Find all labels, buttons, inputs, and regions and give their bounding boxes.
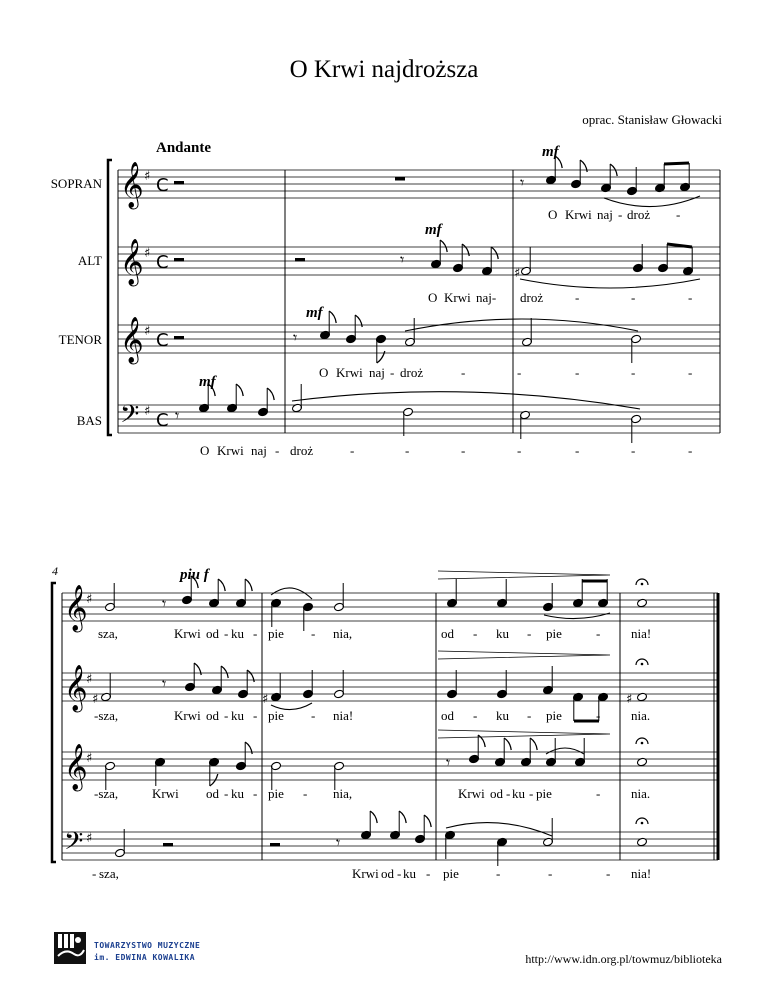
eighth-rest-icon: 𝄾 xyxy=(336,833,341,852)
common-time-icon: C xyxy=(156,175,169,196)
lyric-syllable: - xyxy=(390,365,395,380)
note-flag xyxy=(555,156,562,168)
lyric-syllable: nia! xyxy=(631,866,652,881)
lyric-syllable: od xyxy=(490,786,503,801)
sharp-key-icon: ♯ xyxy=(144,404,151,419)
lyric-syllable: pie xyxy=(443,866,459,881)
decrescendo-hairpin xyxy=(438,571,610,579)
lyric-syllable: -sza, xyxy=(94,786,119,801)
lyric-syllable: - xyxy=(496,866,501,881)
publisher-name: TOWARZYSTWO MUZYCZNE xyxy=(94,941,201,950)
clefs xyxy=(64,162,632,862)
eighth-rest-icon: 𝄾 xyxy=(400,250,405,269)
lyric-syllable: - xyxy=(224,626,229,641)
note-flag xyxy=(530,738,537,750)
lyric-syllable: Krwi xyxy=(352,866,379,881)
half-rest xyxy=(174,181,184,185)
lyric-syllable: - xyxy=(606,866,611,881)
half-rest xyxy=(174,258,184,262)
dynamic-tenor: mf xyxy=(306,305,323,321)
lyric-syllable: - xyxy=(529,786,534,801)
decrescendo-hairpin xyxy=(438,651,610,659)
lyric-syllable: - xyxy=(575,290,580,305)
lyric-syllable: ku xyxy=(231,626,244,641)
lyric-syllable: - xyxy=(676,207,681,222)
lyric-syllable: - xyxy=(631,290,636,305)
lyric-syllable: ku xyxy=(403,866,416,881)
lyric-syllable: O xyxy=(319,365,329,380)
lyric-syllable: od xyxy=(206,786,219,801)
system-bracket xyxy=(108,160,112,435)
slur xyxy=(520,279,700,288)
treble-clef-icon: 𝄞 xyxy=(120,317,144,363)
lyric-syllable: od xyxy=(206,626,219,641)
note-flag xyxy=(399,811,406,823)
lyric-syllable: O xyxy=(428,290,438,305)
note-flag xyxy=(424,815,431,827)
slur xyxy=(546,748,584,754)
common-time-icon: C xyxy=(156,330,169,351)
lyric-syllable: - xyxy=(596,786,601,801)
lyric-syllable: - xyxy=(575,365,580,380)
sharp-icon: ♯ xyxy=(262,692,269,707)
lyric-syllable: Krwi xyxy=(565,207,592,222)
lyric-syllable: - xyxy=(311,708,316,723)
publisher-subtitle: im. EDWINA KOWALIKA xyxy=(94,953,196,962)
lyric-syllable: naj xyxy=(251,443,267,458)
lyric-syllable: droż xyxy=(290,443,314,458)
lyric-syllable: - xyxy=(224,786,229,801)
lyric-syllable: naj- xyxy=(476,290,497,305)
sharp-icon: ♯ xyxy=(514,266,521,281)
lyric-syllable: - xyxy=(303,786,308,801)
lyric-syllable: pie xyxy=(536,786,552,801)
lyric-syllable: nia, xyxy=(333,786,353,801)
note-flag xyxy=(440,240,447,252)
eighth-rest-icon: 𝄾 xyxy=(162,594,167,613)
lyric-syllable: od xyxy=(441,626,454,641)
lyric-syllable: nia, xyxy=(333,626,353,641)
slurs xyxy=(271,196,700,836)
half-rest xyxy=(295,258,305,262)
lyric-syllable: ku xyxy=(496,708,509,723)
notes xyxy=(101,156,694,866)
lyric-syllable: O xyxy=(548,207,558,222)
bass-clef-icon: 𝄢 xyxy=(64,827,84,862)
lyric-syllable: pie xyxy=(268,708,284,723)
lyric-syllable: od xyxy=(441,708,454,723)
eighth-rest-icon: 𝄾 xyxy=(162,674,167,693)
lyric-syllable: - xyxy=(253,786,258,801)
lyric-syllable: - xyxy=(92,866,97,881)
common-time-icon: C xyxy=(156,410,169,431)
lyric-syllable: - xyxy=(596,626,601,641)
eighth-rest-icon: 𝄾 xyxy=(520,173,525,192)
lyric-syllable: - xyxy=(548,866,553,881)
lyric-syllable: ku xyxy=(512,786,525,801)
lyric-syllable: pie xyxy=(546,626,562,641)
lyric-syllable: - xyxy=(517,365,522,380)
barlines xyxy=(52,160,720,862)
decrescendo-hairpin xyxy=(438,730,610,738)
lyric-syllable: pie xyxy=(546,708,562,723)
lyric-syllable: nia. xyxy=(631,786,651,801)
sharp-key-icon: ♯ xyxy=(86,592,93,607)
voice-label-soprano: SOPRAN xyxy=(50,176,102,191)
eighth-rest-icon: 𝄾 xyxy=(446,753,451,772)
sharp-key-icon: ♯ xyxy=(86,831,93,846)
lyric-syllable: droż xyxy=(627,207,651,222)
lyric-syllable: nia! xyxy=(333,708,354,723)
lyric-syllable: - xyxy=(527,626,532,641)
lyric-syllable: droż xyxy=(400,365,424,380)
lyric-syllable: od xyxy=(206,708,219,723)
lyric-syllable: - xyxy=(275,443,280,458)
voice-label-tenor: TENOR xyxy=(58,332,102,347)
slur xyxy=(446,823,552,836)
lyric-syllable: - xyxy=(506,786,511,801)
lyric-syllable: - xyxy=(426,866,431,881)
lyric-syllable: - xyxy=(253,626,258,641)
beam xyxy=(664,163,689,164)
lyric-syllable: - xyxy=(253,708,258,723)
lyric-syllable: ku xyxy=(231,708,244,723)
note-flag xyxy=(221,666,228,678)
lyric-syllable: O xyxy=(200,443,210,458)
lyric-syllable: -sza, xyxy=(94,708,119,723)
dynamic-alto: mf xyxy=(425,222,442,238)
slur xyxy=(271,588,312,599)
sharp-icon: ♯ xyxy=(626,692,633,707)
lyric-syllable: droż xyxy=(520,290,544,305)
lyric-syllable: - xyxy=(224,708,229,723)
sharp-key-icon: ♯ xyxy=(144,324,151,339)
note-flag xyxy=(208,384,215,396)
lyric-syllable: - xyxy=(688,443,693,458)
lyric-syllable: - xyxy=(575,443,580,458)
lyric-syllable: ku xyxy=(496,626,509,641)
lyric-syllable: - xyxy=(461,365,466,380)
arranger-credit: oprac. Stanisław Głowacki xyxy=(582,112,722,127)
voice-label-bass: BAS xyxy=(76,413,102,428)
lyric-syllable: Krwi xyxy=(174,708,201,723)
treble-clef-icon: 𝄞 xyxy=(64,665,88,711)
treble-clef-icon: 𝄞 xyxy=(120,239,144,285)
dynamic-system2: piu f xyxy=(180,567,209,583)
lyric-syllable: - xyxy=(350,443,355,458)
half-rest xyxy=(174,336,184,340)
lyric-syllable: pie xyxy=(268,626,284,641)
note-flag xyxy=(329,311,336,323)
lyric-syllable: naj xyxy=(369,365,385,380)
note-flag xyxy=(491,247,498,259)
lyric-syllable: - xyxy=(618,207,623,222)
lyric-syllable: sza, xyxy=(99,866,119,881)
lyric-syllable: Krwi xyxy=(458,786,485,801)
common-time-icon: C xyxy=(156,252,169,273)
lyric-syllable: Krwi xyxy=(152,786,179,801)
sharp-key-icon: ♯ xyxy=(86,672,93,687)
lyric-syllable: - xyxy=(517,443,522,458)
lyric-syllable: - xyxy=(473,708,478,723)
lyric-syllable: naj xyxy=(597,207,613,222)
treble-clef-icon: 𝄞 xyxy=(120,162,144,208)
lyric-syllable: Krwi xyxy=(217,443,244,458)
note-flag xyxy=(370,811,377,823)
lyric-syllable: nia! xyxy=(631,626,652,641)
sharp-key-icon: ♯ xyxy=(144,246,151,261)
measure-number: 4 xyxy=(52,564,58,578)
lyric-syllable: - xyxy=(631,365,636,380)
sharp-icon: ♯ xyxy=(92,692,99,707)
lyric-syllable: od xyxy=(381,866,394,881)
beam xyxy=(667,244,692,247)
lyric-syllable: - xyxy=(473,626,478,641)
bass-clef-icon: 𝄢 xyxy=(120,400,140,435)
note-flag xyxy=(191,576,198,588)
lyric-syllable: - xyxy=(688,365,693,380)
lyric-syllable: Krwi xyxy=(444,290,471,305)
lyric-syllable: - xyxy=(405,443,410,458)
half-rest xyxy=(163,843,173,847)
lyric-syllable: - xyxy=(631,443,636,458)
lyric-syllable: - xyxy=(397,866,402,881)
sharp-key-icon: ♯ xyxy=(144,169,151,184)
lyric-syllable: - xyxy=(596,708,601,723)
slur xyxy=(271,703,312,710)
slur xyxy=(604,196,700,207)
note-flag xyxy=(218,579,225,591)
fermata-dot xyxy=(641,583,644,586)
note-flag xyxy=(236,384,243,396)
lyric-syllable: - xyxy=(527,708,532,723)
slur xyxy=(292,392,640,409)
publisher-logo-icon xyxy=(52,928,88,968)
note-flag xyxy=(504,738,511,750)
lyric-syllable: pie xyxy=(268,786,284,801)
treble-clef-icon: 𝄞 xyxy=(64,585,88,631)
eighth-rest-icon: 𝄾 xyxy=(175,406,180,425)
footer-url-link[interactable]: http://www.idn.org.pl/towmuz/biblioteka xyxy=(525,952,722,966)
note-flag xyxy=(267,388,274,400)
lyric-syllable: - xyxy=(311,626,316,641)
lyric-syllable: sza, xyxy=(98,626,118,641)
lyric-syllable: nia. xyxy=(631,708,651,723)
lyric-syllable: Krwi xyxy=(174,626,201,641)
system-bracket xyxy=(52,583,56,862)
tempo-marking: Andante xyxy=(156,140,212,156)
lyric-syllable: Krwi xyxy=(336,365,363,380)
half-rest xyxy=(270,843,280,847)
dynamic-soprano: mf xyxy=(542,144,559,160)
lyric-syllable: ku xyxy=(231,786,244,801)
note-flag xyxy=(245,579,252,591)
voice-label-alto: ALT xyxy=(77,253,102,268)
fermata-dot xyxy=(641,742,644,745)
staff-lines xyxy=(62,170,720,860)
treble-clef-icon: 𝄞 xyxy=(64,744,88,790)
sharp-key-icon: ♯ xyxy=(86,751,93,766)
whole-rest xyxy=(395,177,405,181)
fermata-dot xyxy=(641,663,644,666)
eighth-rest-icon: 𝄾 xyxy=(293,328,298,347)
lyric-syllable: - xyxy=(461,443,466,458)
fermata-dot xyxy=(641,822,644,825)
page-title: O Krwi najdroższa xyxy=(289,56,479,83)
lyric-syllable: - xyxy=(688,290,693,305)
dynamic-bass: mf xyxy=(199,374,216,390)
